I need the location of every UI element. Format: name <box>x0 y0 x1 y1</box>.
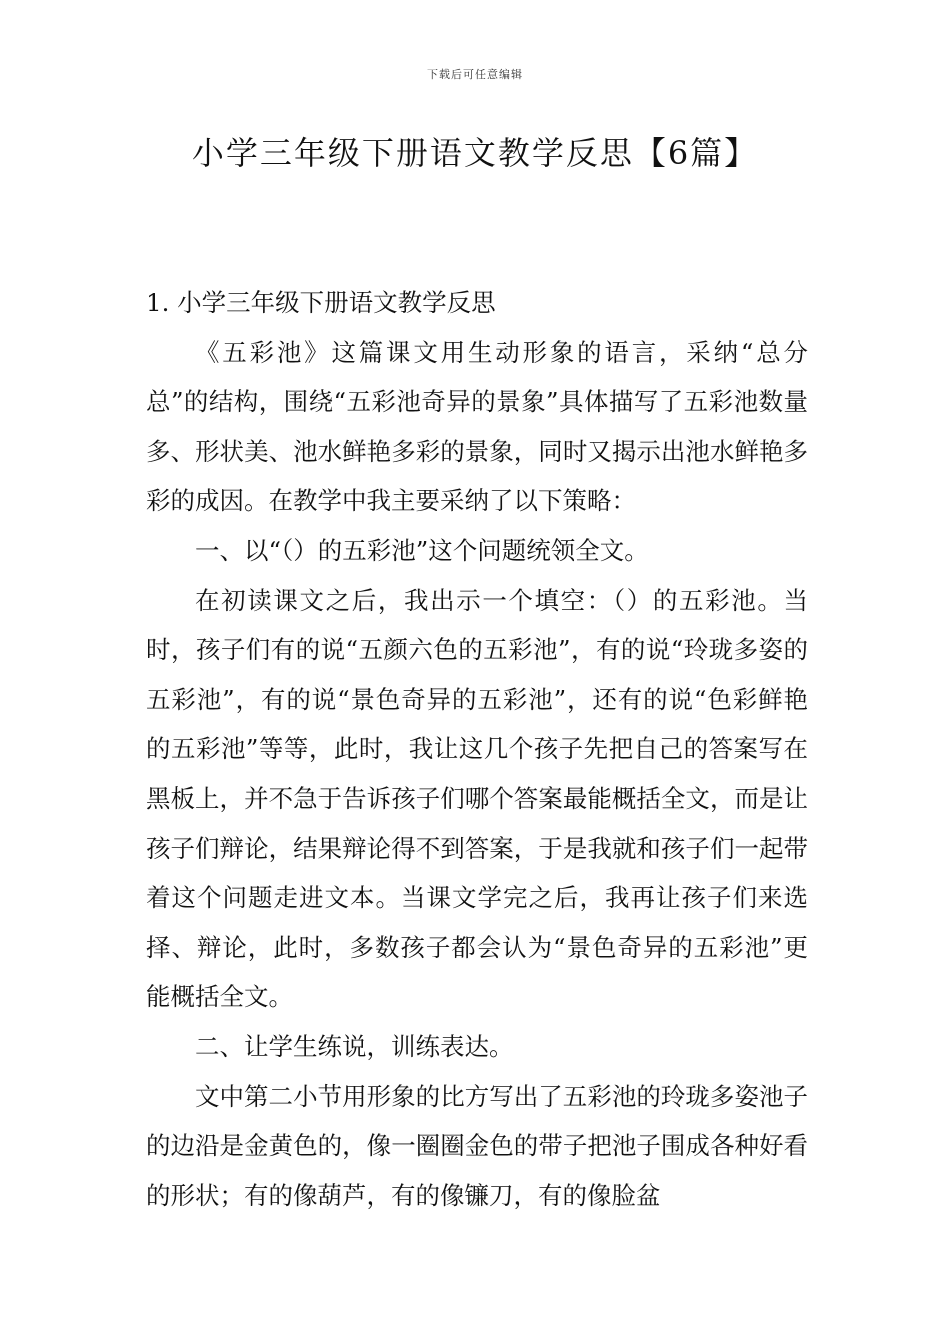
section-heading: 1. 小学三年级下册语文教学反思 <box>146 288 496 317</box>
paragraph-strategy-1: 一、以“（）的五彩池”这个问题统领全文。 <box>195 535 649 565</box>
document-title: 小学三年级下册语文教学反思【6篇】 <box>191 134 759 172</box>
paragraph-strategy-1-detail: 在初读课文之后，我出示一个填空：（）的五彩池。当时，孩子们有的说“五颜六色的五彩池”，有的说“玲珑多姿的五彩池”，有的说“景色奇异的五彩池”，还有的说“色彩鲜艳的五彩池”等等，此时，我让这几个孩子先把自己的答案写在黑板上，并不急于告诉孩子们哪个答案最能概括全文，而是让孩子们辩论，结果辩论得不到答案，于是我就和孩子们一起带着这个问题走进文本。当课文学完之后，我再让孩子们来选择、辩论，此时，多数孩子都会认为“景色奇异的五彩池”更能概括全文。 <box>146 585 808 1012</box>
paragraph-strategy-2: 二、让学生练说，训练表达。 <box>195 1031 514 1061</box>
header-note: 下载后可任意编辑 <box>427 68 523 81</box>
paragraph-strategy-2-detail: 文中第二小节用形象的比方写出了五彩池的玲珑多姿池子的边沿是金黄色的，像一圈圈金色的带子把池子围成各种好看的形状；有的像葫芦，有的像镰刀，有的像脸盆 <box>146 1081 808 1210</box>
document-body <box>146 278 808 1220</box>
paragraph-intro: 《五彩池》这篇课文用生动形象的语言，采纳“总分总”的结构，围绕“五彩池奇异的景象”具体描写了五彩池数量多、形状美、池水鲜艳多彩的景象，同时又揭示出池水鲜艳多彩的成因。在教学中我主要采纳了以下策略： <box>146 337 808 516</box>
